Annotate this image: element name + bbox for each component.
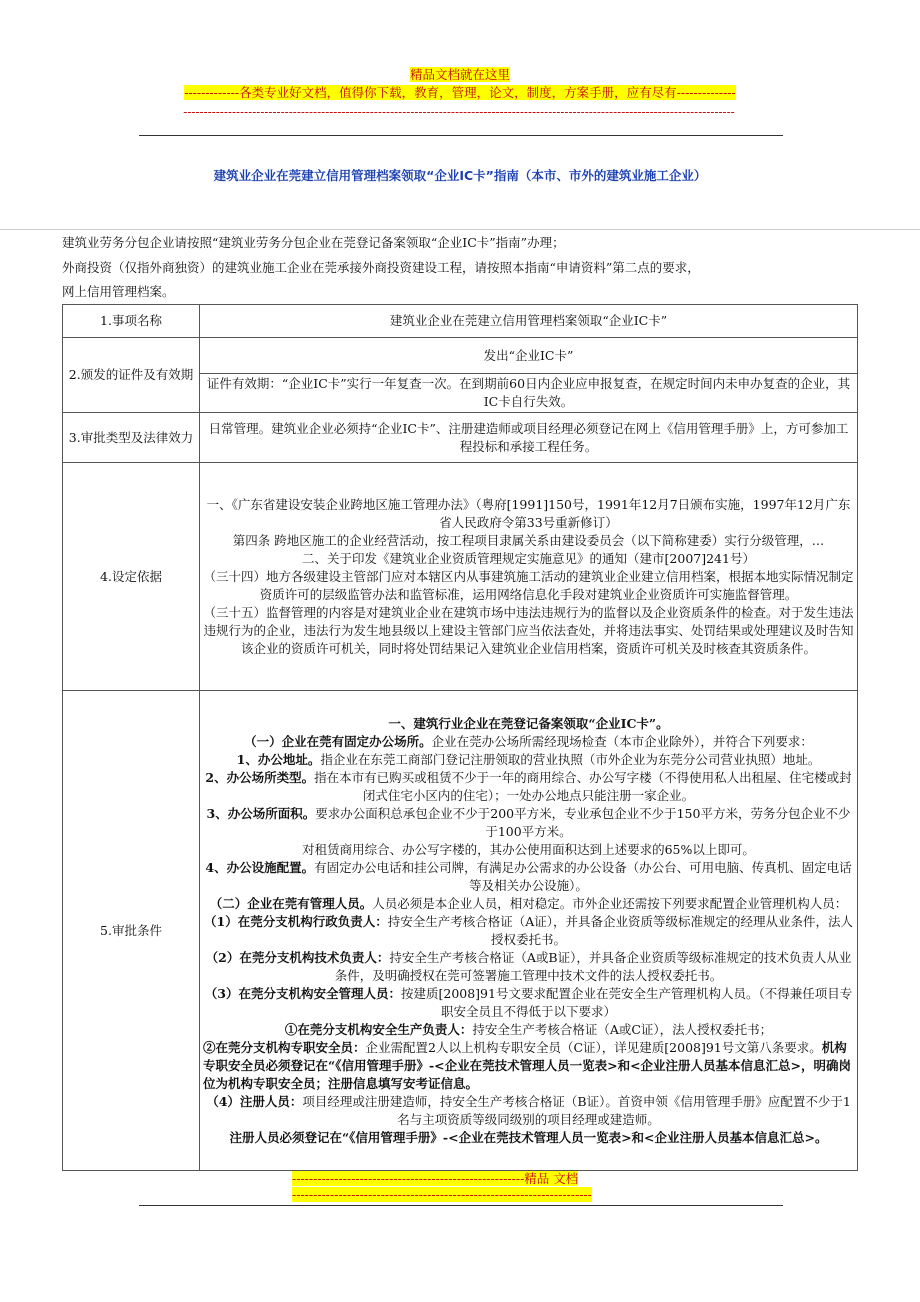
basis-paragraph: （三十四）地方各级建设主管部门应对本辖区内从事建筑施工活动的建筑业企业建立信用档案，根据本地实际情况制定资质许可的层级监管办法和监管标准，运用网络信息化手段对建筑业企业资质许可实施监督管理。 xyxy=(203,568,854,602)
row-label: 1.事项名称 xyxy=(63,305,200,338)
condition-text: 持安全生产考核合格证（A或B证），并具备企业资质等级标准规定的技术负责人从业条件，及明确授权在莞可签署施工管理中技术文件的法人授权委托书。 xyxy=(334,949,852,983)
basis-paragraph: 一、《广东省建设安装企业跨地区施工管理办法》（粤府[1991]150号，1991年12月7日颁布实施，1997年12月广东省人民政府令第33号重新修订） xyxy=(206,496,851,530)
row-label: 5.审批条件 xyxy=(63,691,200,1171)
table-row xyxy=(63,463,858,691)
condition-text: 持安全生产考核合格证（A证），并具备企业资质等级标准规定的经理从业条件，法人授权委托书。 xyxy=(387,913,853,947)
footer-rule xyxy=(139,1205,783,1206)
condition-label: （1）在莞分支机构行政负责人： xyxy=(204,913,388,929)
condition-text: 指企业在东莞工商部门登记注册领取的营业执照（市外企业为东莞分公司营业执照）地址。 xyxy=(320,751,821,767)
condition-heading: 一、建筑行业企业在莞登记备案领取“企业IC卡”。 xyxy=(388,715,669,731)
header-dash-line: ---------------------------------------------------------------------------------------------------------------------------------------- xyxy=(183,105,735,119)
condition-label: （2）在莞分支机构技术负责人： xyxy=(205,949,390,965)
row-value: 发出“企业IC卡” xyxy=(200,338,858,374)
footer-line-1 xyxy=(292,1171,578,1187)
condition-label: （3）在莞分支机构安全管理人员： xyxy=(204,985,401,1001)
footer-line-2 xyxy=(292,1187,592,1203)
header-tagline: 精品文档就在这里 xyxy=(409,67,510,82)
condition-text: 有固定办公电话和挂公司牌，有满足办公需求的办公设备（办公台、可用电脑、传真机、固定电话等及相关办公设施）。 xyxy=(314,859,852,893)
row-value xyxy=(200,463,858,691)
condition-label: 3、办公场所面积。 xyxy=(206,805,316,821)
table-row xyxy=(63,413,858,463)
title-divider xyxy=(0,229,920,230)
condition-text: 持安全生产考核合格证（A或C证），法人授权委托书； xyxy=(472,1021,773,1037)
condition-label: ①在莞分支机构安全生产负责人： xyxy=(284,1021,473,1037)
condition-text: 指在本市有已购买或租赁不少于一年的商用综合、办公写字楼（不得使用私人出租屋、住宅楼或封闭式住宅小区内的住宅）；一处办公地点只能注册一家企业。 xyxy=(314,769,852,803)
basis-paragraph: 二、关于印发《建筑业企业资质管理规定实施意见》的通知（建市[2007]241号） xyxy=(302,550,755,566)
header-rule xyxy=(139,135,783,136)
condition-text: 项目经理或注册建造师，持安全生产考核合格证（B证）。首资申领《信用管理手册》应配置不少于1名与主项资质等级同级别的项目经理或建造师。 xyxy=(302,1093,851,1127)
row-value: 证件有效期：“企业IC卡”实行一年复查一次。在到期前60日内企业应申报复查，在规定时间内未申办复查的企业，其IC卡自行失效。 xyxy=(200,374,858,413)
row-label: 3.审批类型及法律效力 xyxy=(63,413,200,463)
condition-label: ②在莞分支机构专职安全员： xyxy=(203,1039,366,1055)
condition-note: 对租赁商用综合、办公写字楼的，其办公使用面积达到上述要求的65%以上即可。 xyxy=(302,841,755,857)
basis-paragraph: （三十五）监督管理的内容是对建筑业企业在建筑市场中违法违规行为的监督以及企业资质条件的检查。对于发生违法违规行为的企业，违法行为发生地县级以上建设主管部门应当依法查处，并将违法事实、处罚结果或处理建议及时告知该企业的资质许可机关，同时将处罚结果记入建筑业企业信用档案，资质许可机关及时核查其资质条件。 xyxy=(203,604,854,656)
document-title: 建筑业企业在莞建立信用管理档案领取“企业IC卡”指南（本市、市外的建筑业施工企业） xyxy=(213,168,707,183)
basis-paragraph: 第四条 跨地区施工的企业经营活动，按工程项目隶属关系由建设委员会（以下简称建委）实行分级管理，… xyxy=(232,532,825,548)
condition-text: 按建质[2008]91号文要求配置企业在莞安全生产管理机构人员。（不得兼任项目专职安全员且不得低于以下要求） xyxy=(400,985,853,1019)
condition-note: 注册人员必须登记在“《信用管理手册》-<企业在莞技术管理人员一览表>和<企业注册人员基本信息汇总>。 xyxy=(229,1129,828,1145)
condition-label: 2、办公场所类型。 xyxy=(205,769,315,785)
intro-line-2: 外商投资（仅指外商独资）的建筑业施工企业在莞承接外商投资建设工程，请按照本指南“申请资料”第二点的要求， xyxy=(62,260,700,275)
header-slogan: -------------各类专业好文档，值得你下载，教育，管理，论文，制度，方案手册，应有尽有-------------- xyxy=(184,85,736,100)
footer-tagline: -------------------------------------------------------精品 文档 xyxy=(292,1171,579,1186)
row-label: 2.颁发的证件及有效期 xyxy=(63,338,200,413)
header-line-1 xyxy=(0,66,920,83)
condition-label: （二）企业在莞有管理人员。 xyxy=(209,895,373,911)
footer-dash-line: ----------------------------------------------------------------------- xyxy=(292,1187,592,1202)
table-row xyxy=(63,338,858,374)
row-value: 日常管理。建筑业企业必须持“企业IC卡”、注册建造师或项目经理必须登记在网上《信用管理手册》上，方可参加工程投标和承接工程任务。 xyxy=(200,413,858,463)
intro-line-3: 网上信用管理档案。 xyxy=(62,284,175,299)
condition-text: 企业需配置2人以上机构专职安全员（C证），详见建质[2008]91号文第八条要求。 xyxy=(365,1039,822,1055)
condition-label: （一）企业在莞有固定办公场所。 xyxy=(244,733,432,749)
header-line-2 xyxy=(0,84,920,101)
condition-emphasis: 机构专职安全员必须登记在“《信用管理手册》-<企业在莞技术管理人员一览表>和<企业注册人员基本信息汇总>，明确岗位为机构专职安全员；注册信息填写安考证信息。 xyxy=(203,1039,852,1091)
table-row xyxy=(63,305,858,338)
condition-text: 人员必须是本企业人员，相对稳定。市外企业还需按下列要求配置企业管理机构人员： xyxy=(372,895,848,911)
condition-text: 要求办公面积总承包企业不少于200平方米，专业承包企业不少于150平方米，劳务分包企业不少于100平方米。 xyxy=(315,805,851,839)
condition-label: （4）注册人员： xyxy=(206,1093,303,1109)
guide-table xyxy=(62,304,858,1171)
condition-text: 企业在莞办公场所需经现场检查（本市企业除外），并符合下列要求： xyxy=(431,733,813,749)
condition-label: 4、办公设施配置。 xyxy=(205,859,315,875)
row-value: 建筑业企业在莞建立信用管理档案领取“企业IC卡” xyxy=(200,305,858,338)
table-row xyxy=(63,691,858,1171)
condition-label: 1、办公地址。 xyxy=(236,751,321,767)
row-label: 4.设定依据 xyxy=(63,463,200,691)
intro-line-1: 建筑业劳务分包企业请按照“建筑业劳务分包企业在莞登记备案领取“企业IC卡”指南”办理； xyxy=(62,235,565,250)
row-value xyxy=(200,691,858,1171)
